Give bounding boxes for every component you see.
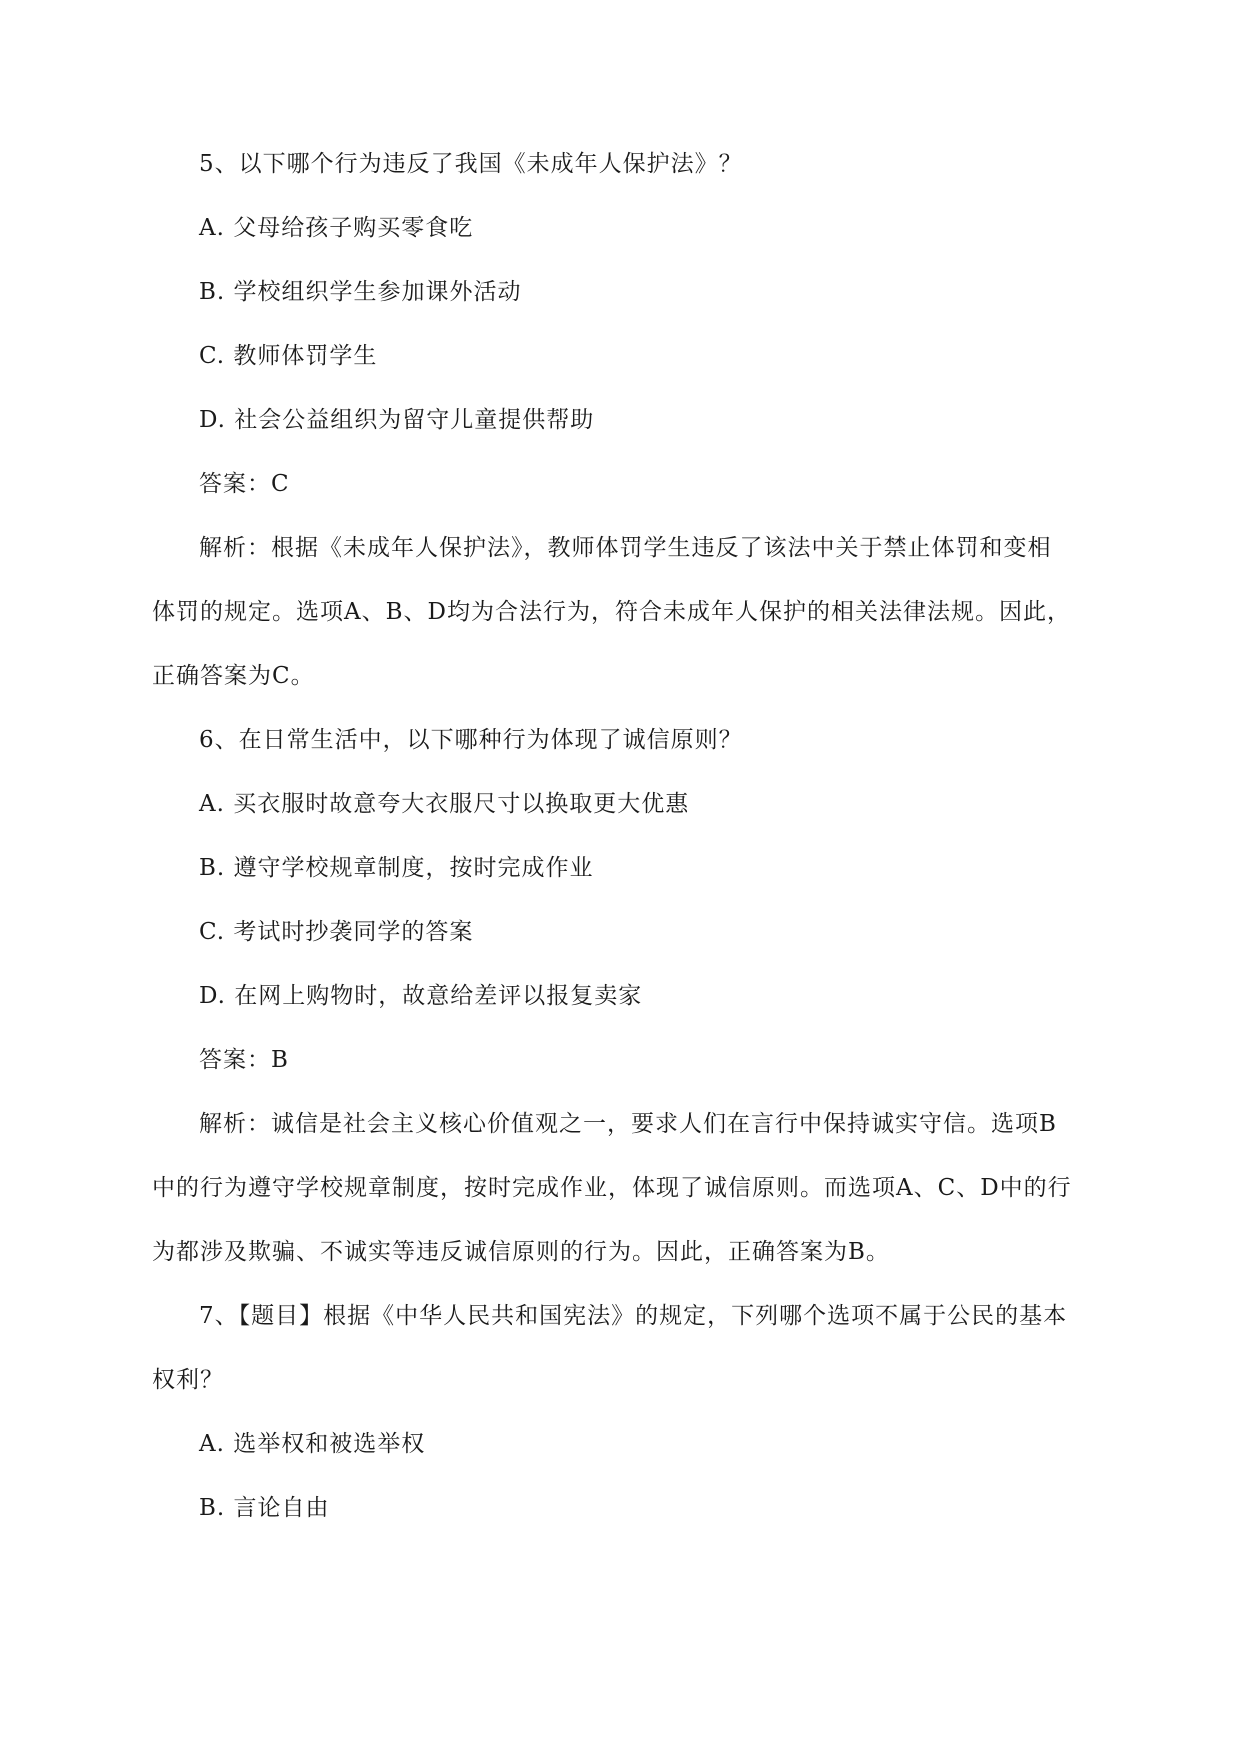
q6-analysis-line-1: 解析：诚信是社会主义核心价值观之一，要求人们在言行中保持诚实守信。选项B [199, 1111, 1057, 1137]
q5-option-b: B. 学校组织学生参加课外活动 [199, 279, 522, 305]
q5-option-a: A. 父母给孩子购买零食吃 [199, 215, 474, 241]
q5-option-d: D. 社会公益组织为留守儿童提供帮助 [199, 407, 595, 433]
q5-answer: 答案：C [199, 471, 290, 497]
q6-option-c: C. 考试时抄袭同学的答案 [199, 919, 474, 945]
q6-option-b: B. 遵守学校规章制度，按时完成作业 [199, 855, 594, 881]
q5-option-c: C. 教师体罚学生 [199, 343, 378, 369]
q5-analysis-line-2: 体罚的规定。选项A、B、D均为合法行为，符合未成年人保护的相关法律法规。因此， [152, 599, 1071, 625]
q6-option-a: A. 买衣服时故意夸大衣服尺寸以换取更大优惠 [199, 791, 690, 817]
q6-analysis-line-2: 中的行为遵守学校规章制度，按时完成作业，体现了诚信原则。而选项A、C、D中的行 [152, 1175, 1072, 1201]
question-5: 5、以下哪个行为违反了我国《未成年人保护法》？ [199, 151, 743, 177]
q7-option-a: A. 选举权和被选举权 [199, 1431, 426, 1457]
q6-answer: 答案：B [199, 1047, 289, 1073]
question-7-line-1: 7、【题目】根据《中华人民共和国宪法》的规定，下列哪个选项不属于公民的基本 [199, 1303, 1068, 1329]
question-6: 6、在日常生活中，以下哪种行为体现了诚信原则？ [199, 727, 743, 753]
question-7-line-2: 权利？ [152, 1367, 224, 1393]
q7-option-b: B. 言论自由 [199, 1495, 330, 1521]
q6-option-d: D. 在网上购物时，故意给差评以报复卖家 [199, 983, 643, 1009]
q5-analysis-line-3: 正确答案为C。 [152, 663, 315, 689]
q5-analysis-line-1: 解析：根据《未成年人保护法》，教师体罚学生违反了该法中关于禁止体罚和变相 [199, 535, 1052, 561]
q6-analysis-line-3: 为都涉及欺骗、不诚实等违反诚信原则的行为。因此，正确答案为B。 [152, 1239, 890, 1265]
